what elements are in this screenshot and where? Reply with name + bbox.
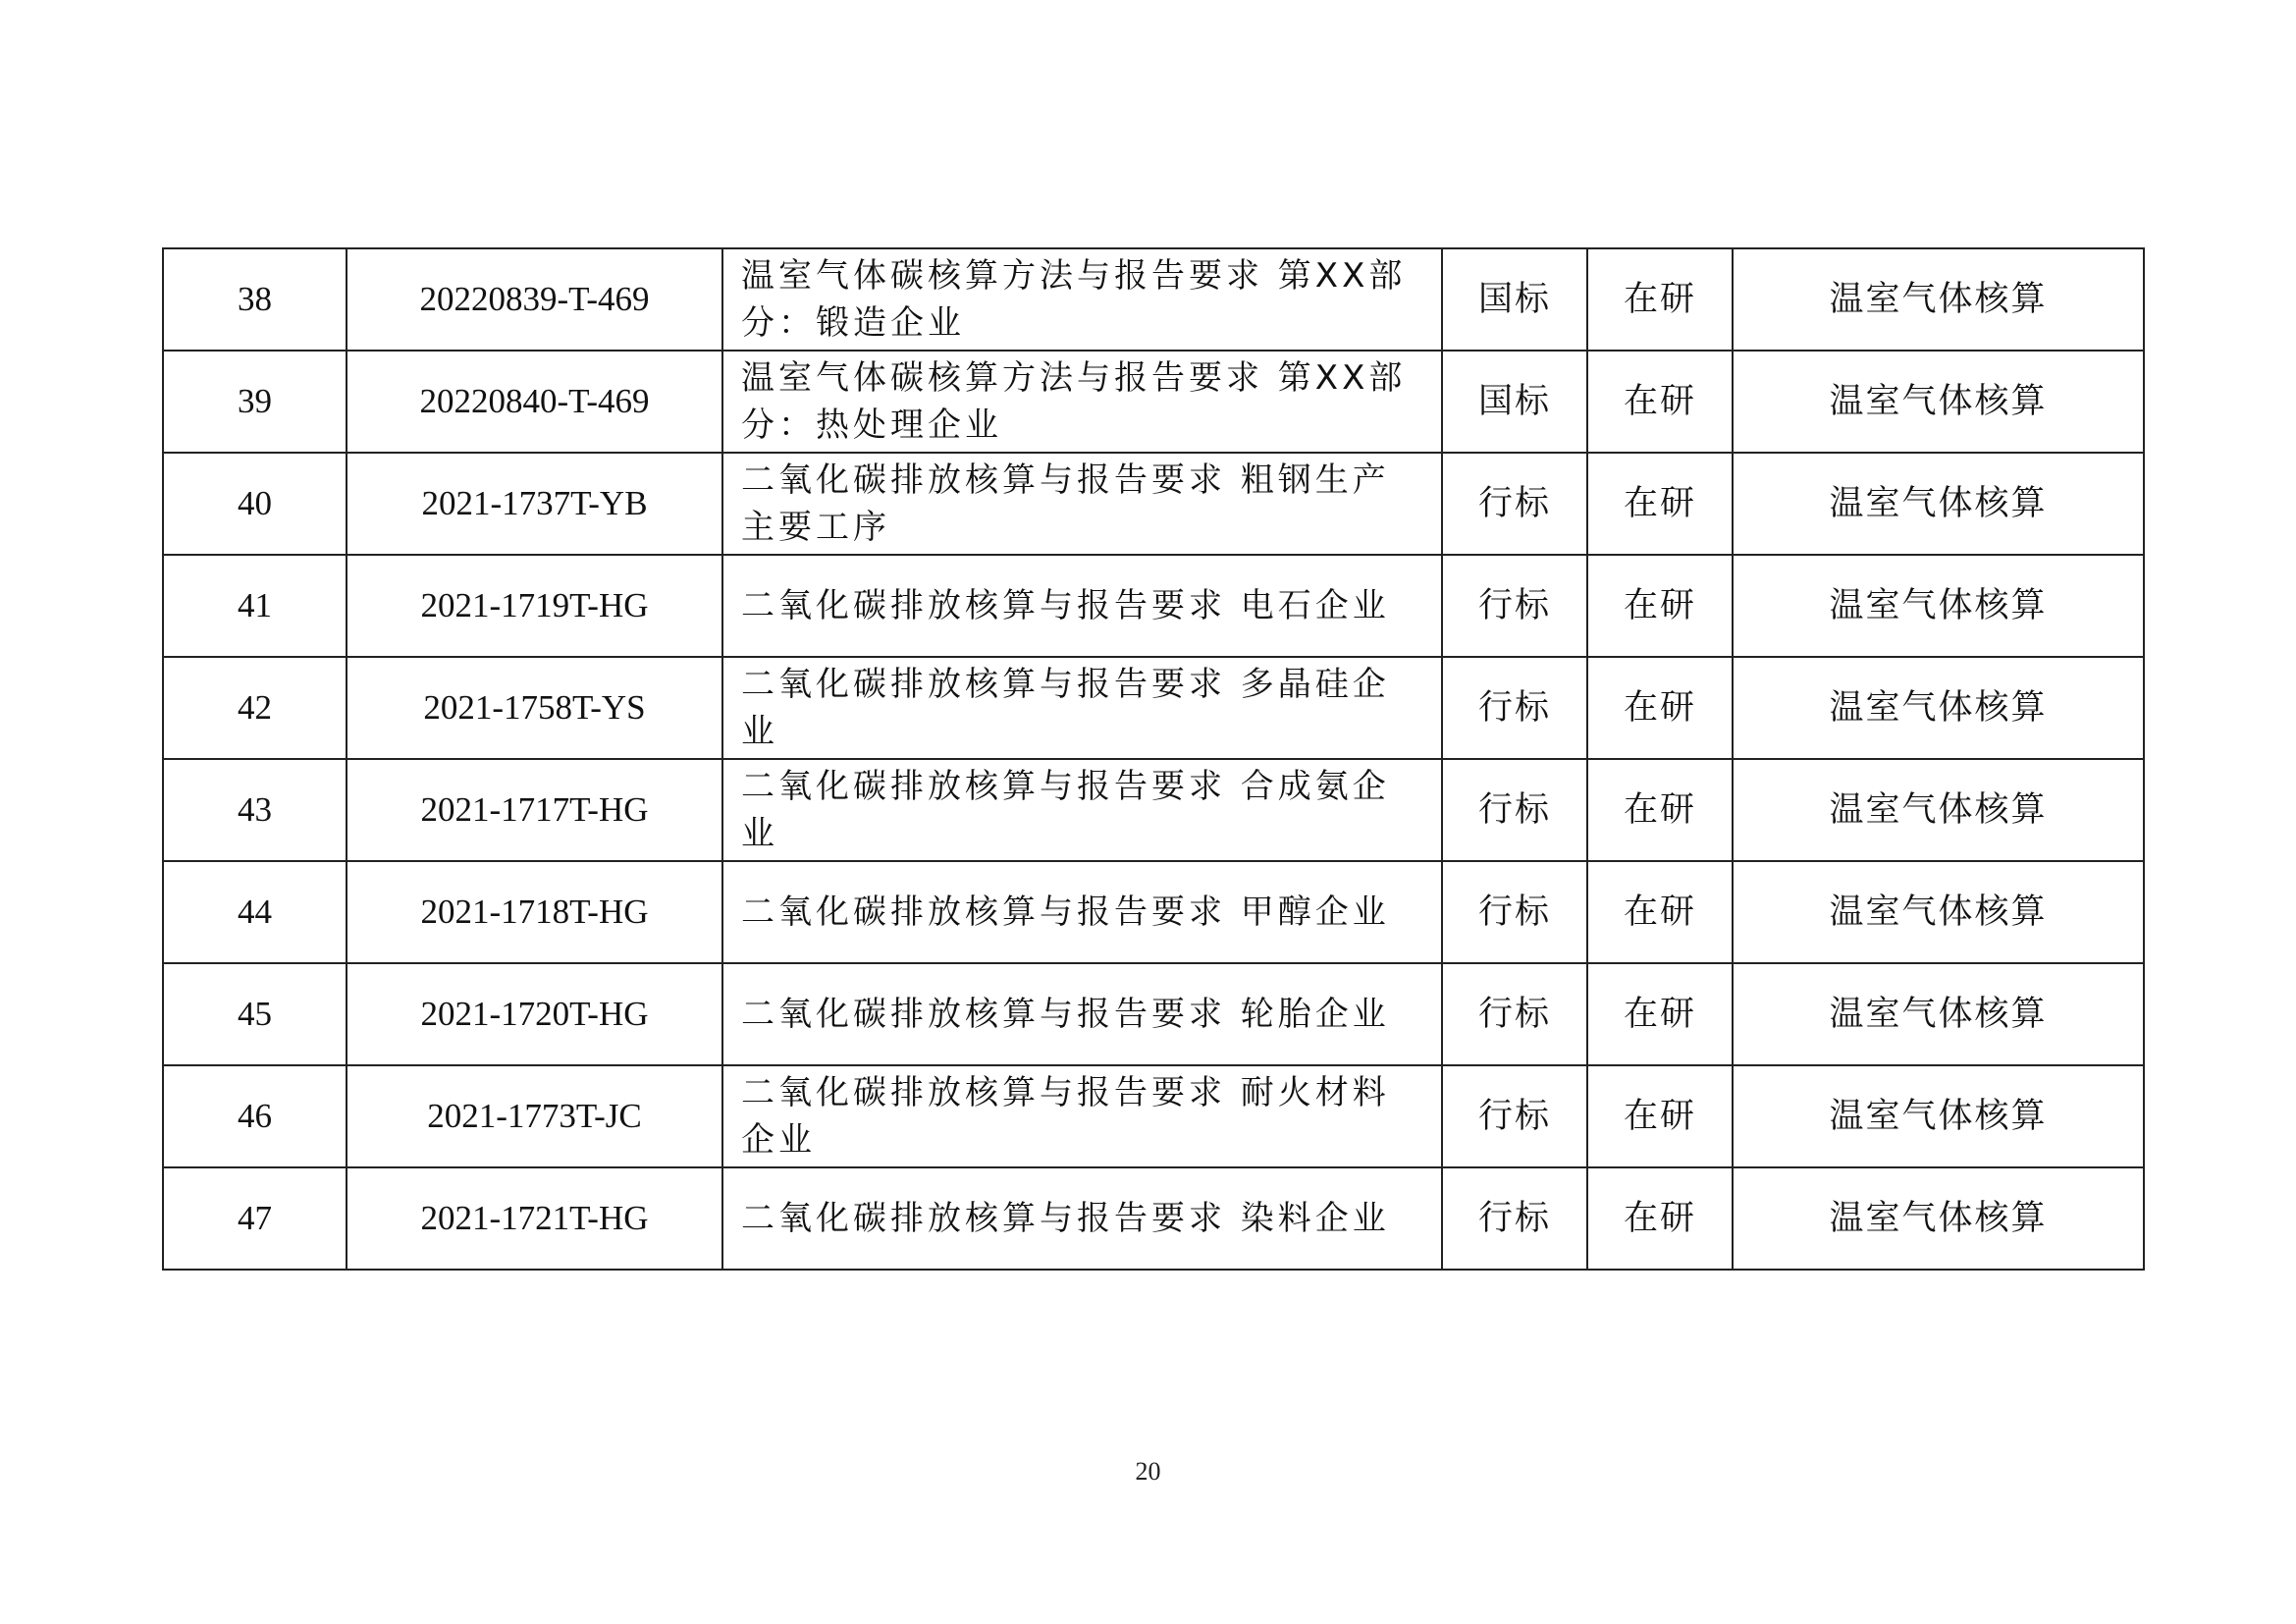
table-row [163, 453, 2144, 555]
row-number-cell: 47 [163, 1167, 347, 1270]
category-cell: 温室气体核算 [1733, 1065, 2144, 1167]
standard-name-cell: 二氧化碳排放核算与报告要求 合成氨企业 [722, 759, 1442, 861]
status-cell: 在研 [1587, 759, 1733, 861]
row-number-cell: 40 [163, 453, 347, 555]
project-code-cell: 2021-1718T-HG [347, 861, 722, 963]
category-cell: 温室气体核算 [1733, 1167, 2144, 1270]
standard-name-cell: 温室气体碳核算方法与报告要求 第XX部分：热处理企业 [722, 351, 1442, 453]
category-cell: 温室气体核算 [1733, 861, 2144, 963]
row-number-cell: 45 [163, 963, 347, 1065]
status-cell: 在研 [1587, 1065, 1733, 1167]
standard-level-cell: 国标 [1442, 248, 1587, 351]
table-row [163, 963, 2144, 1065]
category-cell: 温室气体核算 [1733, 963, 2144, 1065]
standard-level-cell: 行标 [1442, 555, 1587, 657]
standard-level-cell: 国标 [1442, 351, 1587, 453]
standard-name-cell: 二氧化碳排放核算与报告要求 染料企业 [722, 1167, 1442, 1270]
standard-level-cell: 行标 [1442, 1167, 1587, 1270]
project-code-cell: 2021-1773T-JC [347, 1065, 722, 1167]
category-cell: 温室气体核算 [1733, 657, 2144, 759]
status-cell: 在研 [1587, 861, 1733, 963]
standard-level-cell: 行标 [1442, 963, 1587, 1065]
table-body [163, 248, 2144, 1270]
row-number-cell: 44 [163, 861, 347, 963]
standard-level-cell: 行标 [1442, 861, 1587, 963]
row-number-cell: 39 [163, 351, 347, 453]
project-code-cell: 2021-1758T-YS [347, 657, 722, 759]
table-row [163, 1167, 2144, 1270]
project-code-cell: 2021-1717T-HG [347, 759, 722, 861]
status-cell: 在研 [1587, 453, 1733, 555]
standard-name-cell: 二氧化碳排放核算与报告要求 甲醇企业 [722, 861, 1442, 963]
standard-name-cell: 温室气体碳核算方法与报告要求 第XX部分：锻造企业 [722, 248, 1442, 351]
project-code-cell: 2021-1720T-HG [347, 963, 722, 1065]
standard-name-cell: 二氧化碳排放核算与报告要求 多晶硅企业 [722, 657, 1442, 759]
table-row [163, 1065, 2144, 1167]
standard-level-cell: 行标 [1442, 759, 1587, 861]
status-cell: 在研 [1587, 1167, 1733, 1270]
project-code-cell: 2021-1737T-YB [347, 453, 722, 555]
status-cell: 在研 [1587, 248, 1733, 351]
standard-level-cell: 行标 [1442, 453, 1587, 555]
standard-name-cell: 二氧化碳排放核算与报告要求 耐火材料企业 [722, 1065, 1442, 1167]
project-code-cell: 2021-1721T-HG [347, 1167, 722, 1270]
category-cell: 温室气体核算 [1733, 453, 2144, 555]
project-code-cell: 2021-1719T-HG [347, 555, 722, 657]
status-cell: 在研 [1587, 657, 1733, 759]
category-cell: 温室气体核算 [1733, 759, 2144, 861]
table-row [163, 555, 2144, 657]
category-cell: 温室气体核算 [1733, 555, 2144, 657]
standard-level-cell: 行标 [1442, 657, 1587, 759]
row-number-cell: 38 [163, 248, 347, 351]
category-cell: 温室气体核算 [1733, 351, 2144, 453]
standard-level-cell: 行标 [1442, 1065, 1587, 1167]
table-row [163, 861, 2144, 963]
table-row [163, 351, 2144, 453]
row-number-cell: 46 [163, 1065, 347, 1167]
status-cell: 在研 [1587, 351, 1733, 453]
standard-name-cell: 二氧化碳排放核算与报告要求 轮胎企业 [722, 963, 1442, 1065]
table-row [163, 657, 2144, 759]
table-row [163, 248, 2144, 351]
status-cell: 在研 [1587, 963, 1733, 1065]
row-number-cell: 42 [163, 657, 347, 759]
row-number-cell: 43 [163, 759, 347, 861]
project-code-cell: 20220839-T-469 [347, 248, 722, 351]
row-number-cell: 41 [163, 555, 347, 657]
project-code-cell: 20220840-T-469 [347, 351, 722, 453]
category-cell: 温室气体核算 [1733, 248, 2144, 351]
table-row [163, 759, 2144, 861]
standard-name-cell: 二氧化碳排放核算与报告要求 电石企业 [722, 555, 1442, 657]
status-cell: 在研 [1587, 555, 1733, 657]
standard-name-cell: 二氧化碳排放核算与报告要求 粗钢生产主要工序 [722, 453, 1442, 555]
standards-table [162, 247, 2145, 1271]
page-number: 20 [1135, 1457, 1161, 1486]
